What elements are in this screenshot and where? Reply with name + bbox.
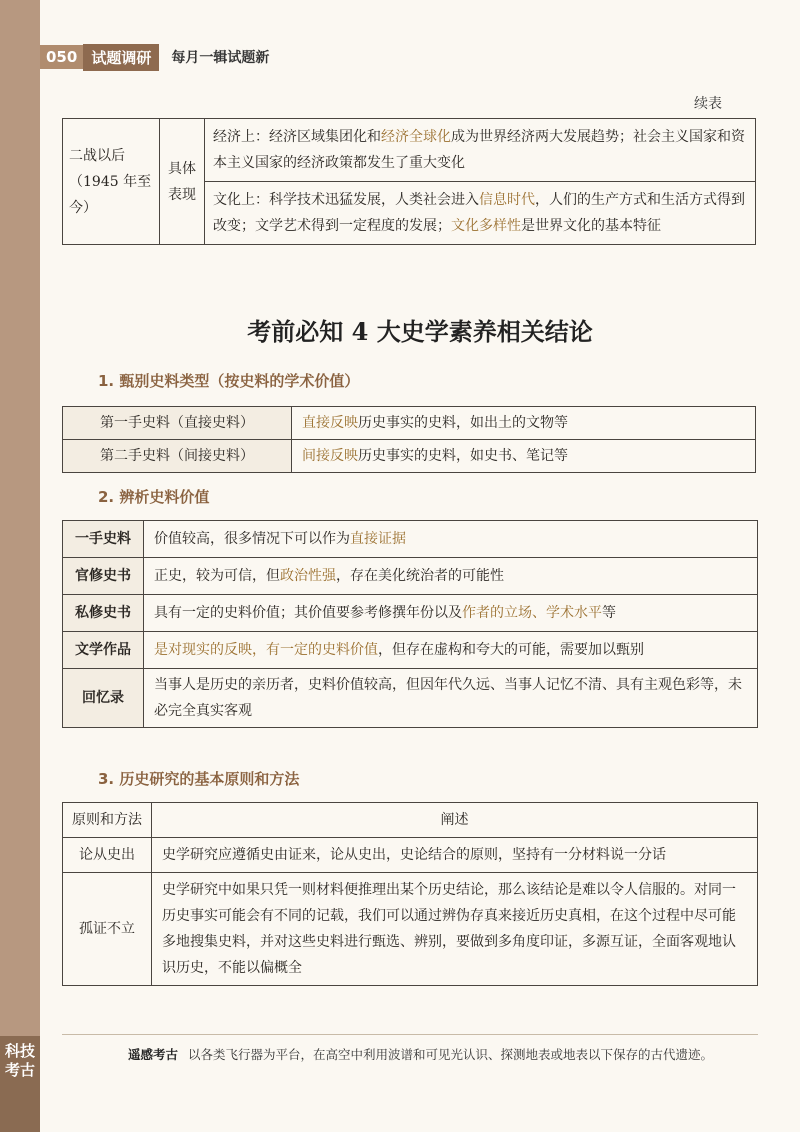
text-segment: 文化上：科学技术迅猛发展，人类社会进入 [213, 192, 479, 208]
row-key: 私修史书 [63, 595, 144, 632]
row-key: 论从史出 [63, 838, 152, 873]
text-segment: 经济上： [213, 129, 269, 145]
source-type-table [62, 406, 756, 473]
section3-title: 3. 历史研究的基本原则和方法 [98, 770, 300, 788]
table-row [63, 521, 758, 558]
section1-title: 1. 甄别史料类型（按史料的学术价值） [98, 372, 360, 390]
footnote-text: 以各类飞行器为平台，在高空中利用波谱和可见光认识、探测地表或地表以下保存的古代遗迹。 [188, 1047, 714, 1062]
text-segment: 成为世界经济两大发展趋势；社会主义国家和资本主义国家的经济政策都发生了重大变化 [213, 129, 745, 171]
text-segment: 历史事实的史料，如史书、笔记等 [358, 448, 568, 464]
text-segment: 等 [602, 605, 616, 621]
table-row [63, 669, 758, 728]
row-key: 第一手史料（直接史料） [63, 407, 292, 440]
text-segment: 具有一定的史料价值；其价值要参考修撰年份以及 [154, 605, 462, 621]
table-row [63, 407, 756, 440]
page-number: 050 [40, 45, 83, 69]
row-value [292, 407, 756, 440]
head-cell: 阐述 [152, 803, 758, 838]
side-tab: 科技考古 [0, 1036, 40, 1132]
row-value [144, 521, 758, 558]
row-value: 史学研究中如果只凭一则材料便推理出某个历史结论，那么该结论是难以令人信服的。对同一历史事实可能会有不同的记载，我们可以通过辨伪存真来接近历史真相，在这个过程中尽可能多地搜集史料，并对这些史料进行甄选、辨别，要做到多角度印证，多源互证，全面客观地认识历史，不能以偏概全 [152, 873, 758, 986]
highlight-text: 直接证据 [350, 531, 406, 547]
text-segment: 正史，较为可信，但 [154, 568, 280, 584]
footer-divider [62, 1034, 758, 1035]
row-value: 史学研究应遵循史由证来，论从史出，史论结合的原则，坚持有一分材料说一分话 [152, 838, 758, 873]
header-subtitle: 每月一辑试题新 [171, 50, 270, 66]
highlight-text: 经济全球化 [381, 129, 451, 145]
row-key: 孤证不立 [63, 873, 152, 986]
row-key: 第二手史料（间接史料） [63, 440, 292, 473]
table-row [63, 595, 758, 632]
text-segment: 是世界文化的基本特征 [521, 218, 661, 234]
row-key: 文学作品 [63, 632, 144, 669]
economy-cell [205, 119, 756, 182]
main-title: 考前必知 4 大史学素养相关结论 [247, 317, 593, 346]
continued-label: 续表 [694, 96, 722, 112]
footnote-tag: 遥感考古 [128, 1047, 179, 1062]
footnote [90, 1046, 770, 1063]
culture-cell [205, 182, 756, 245]
highlight-text: 文化多样性 [451, 218, 521, 234]
column-name: 试题调研 [83, 44, 159, 71]
highlight-text: 作者的立场、学术水平 [462, 605, 602, 621]
table-row [63, 873, 758, 986]
text-segment: 当事人是历史的亲历者，史料价值较高，但因年代久远、当事人记忆不清、具有主观色彩等，未必完全真实客观 [154, 677, 742, 719]
row-key: 官修史书 [63, 558, 144, 595]
page [40, 0, 800, 1132]
table-head [63, 803, 758, 838]
text-segment: 历史事实的史料，如出土的文物等 [358, 415, 568, 431]
kind-cell: 具体表现 [160, 119, 205, 245]
table-row [63, 632, 758, 669]
row-value [144, 669, 758, 728]
method-table [62, 802, 758, 986]
row-key: 回忆录 [63, 669, 144, 728]
row-value [144, 632, 758, 669]
table-row [63, 440, 756, 473]
head-cell: 原则和方法 [63, 803, 152, 838]
section2-title: 2. 辨析史料价值 [98, 488, 210, 506]
highlight-text: 直接反映 [302, 415, 358, 431]
text-segment: 价值较高，很多情况下可以作为 [154, 531, 350, 547]
row-value [144, 595, 758, 632]
table-row [63, 838, 758, 873]
row-value [292, 440, 756, 473]
text-segment: ，存在美化统治者的可能性 [336, 568, 504, 584]
row-value [144, 558, 758, 595]
highlight-text: 是对现实的反映，有一定的史料价值 [154, 642, 378, 658]
era-cell: 二战以后 （1945 年至今） [63, 119, 160, 245]
page-header [40, 44, 269, 70]
source-value-table [62, 520, 758, 728]
text-segment: ，人们的生产方式和生活方式得到改变；文学艺术得到一定程度的发展； [213, 192, 745, 234]
continued-table [62, 118, 756, 245]
table-row [63, 558, 758, 595]
text-segment: 经济区域集团化和 [269, 129, 381, 145]
highlight-text: 信息时代 [479, 192, 535, 208]
highlight-text: 政治性强 [280, 568, 336, 584]
highlight-text: 间接反映 [302, 448, 358, 464]
row-key: 一手史料 [63, 521, 144, 558]
text-segment: ，但存在虚构和夸大的可能，需要加以甄别 [378, 642, 644, 658]
